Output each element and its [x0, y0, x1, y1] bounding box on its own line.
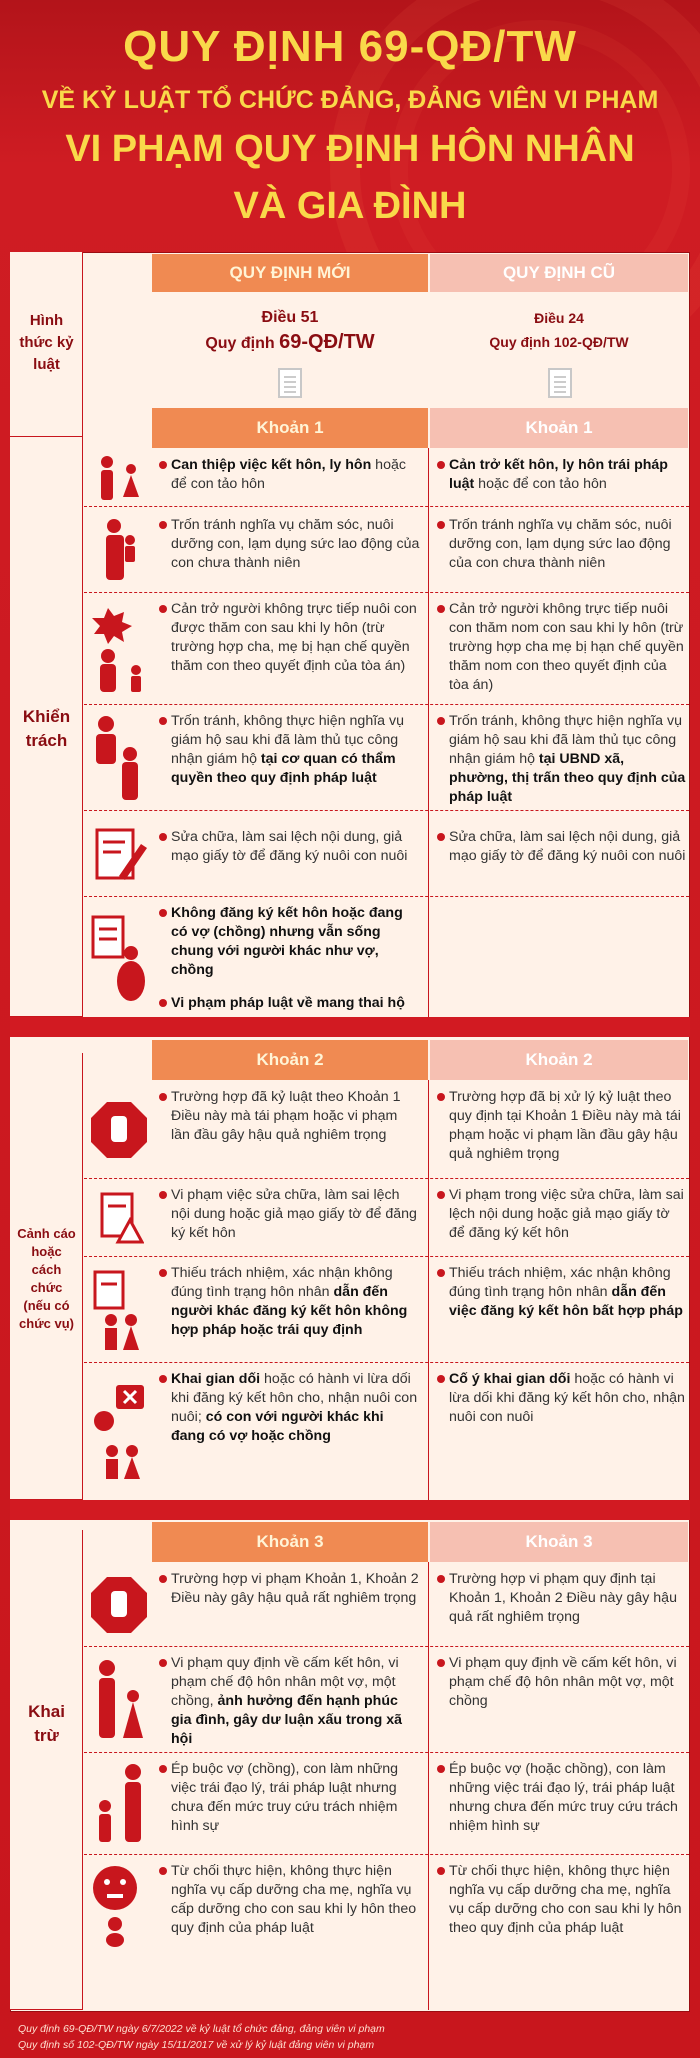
column-divider	[428, 448, 429, 1017]
forcing-icon	[84, 1754, 154, 1854]
row-separator	[84, 1362, 689, 1363]
title-line-4: VÀ GIA ĐÌNH	[233, 185, 467, 227]
s1-r3-new: Cản trở người không trực tiếp nuôi con được thăm con sau khi ly hôn (trừ trường hợp cha, mẹ bị hạn chế quyền thăm con theo quyết định của tòa án)	[158, 600, 420, 676]
s1-r4-new: Trốn tránh, không thực hiện nghĩa vụ giám hộ sau khi đã làm thủ tục công nhận giám hộ tại cơ quan có thẩm quyền theo quy định pháp luật	[158, 712, 420, 788]
document-icon	[278, 368, 302, 398]
s3-r1-old: Trường hợp vi phạm quy định tại Khoản 1, Khoản 2 Điều này gây hậu quả rất nghiêm trọng	[436, 1570, 686, 1627]
family-icon	[84, 450, 154, 506]
old-article: Điều 24 Quy định 102-QĐ/TW	[489, 310, 629, 350]
s1-r6-new: Không đăng ký kết hôn hoặc đang có vợ (chồng) nhưng vẫn sống chung với người khác như vợ, chồng Vi phạm pháp luật về mang thai hộ	[158, 904, 420, 1013]
khoan-2-new: Khoản 2	[152, 1040, 428, 1080]
s1-r1-old: Cản trở kết hôn, ly hôn trái pháp luật hoặc để con tảo hôn	[436, 456, 686, 494]
s3-r4-new: Từ chối thực hiện, không thực hiện nghĩa vụ cấp dưỡng cha mẹ, nghĩa vụ cấp dưỡng cho con sau khi ly hôn theo quy định của pháp luật	[158, 1862, 420, 1938]
new-article: Điều 51 Quy định 69-QĐ/TW	[205, 309, 375, 353]
document-warning-icon	[84, 1180, 154, 1256]
old-reg-code: Quy định 102-QĐ/TW	[489, 334, 629, 350]
label-khai-tru: Khai trừ	[28, 1702, 65, 1745]
khoan-3-old: Khoản 3	[430, 1522, 688, 1562]
left-cell-s3	[10, 1530, 83, 2010]
document-icon	[548, 368, 572, 398]
header	[0, 0, 700, 250]
s2-r3-new: Thiếu trách nhiệm, xác nhận không đúng tình trạng hôn nhân dẫn đến người khác đăng ký kết hôn không hợp pháp hoặc trái quy định	[158, 1264, 420, 1340]
s2-r2-new: Vi phạm việc sửa chữa, làm sai lệch nội dung hoặc giả mạo giấy tờ để đăng ký kết hôn	[158, 1186, 420, 1243]
guardian-icon	[84, 706, 154, 810]
new-reg-code: 69-QĐ/TW	[279, 331, 375, 353]
refusal-icon	[84, 1856, 154, 1956]
s1-r6-new-2: Vi phạm pháp luật về mang thai hộ	[171, 995, 405, 1011]
s1-r5-new: Sửa chữa, làm sai lệch nội dung, giả mạo giấy tờ để đăng ký nuôi con nuôi	[158, 828, 420, 866]
parent-child-icon	[84, 508, 154, 592]
s2-r1-old: Trường hợp đã bị xử lý kỷ luật theo quy định tại Khoản 1 Điều này mà tái phạm hoặc vi phạm lần đầu gây hậu quả nghiêm trọng	[436, 1088, 686, 1164]
new-regulation-header: QUY ĐỊNH MỚI	[152, 254, 428, 292]
couple-checklist-icon	[84, 1258, 154, 1362]
deceit-icon	[84, 1364, 154, 1498]
couple-icon	[84, 1648, 154, 1752]
s2-r4-old: Cố ý khai gian dối hoặc có hành vi lừa dối khi đăng ký kết hôn cho, nhận nuôi con nuôi	[436, 1370, 686, 1427]
section-band	[10, 1500, 690, 1520]
row-separator	[84, 1854, 689, 1855]
s2-r4-new: Khai gian dối hoặc có hành vi lừa dối khi đăng ký kết hôn cho, nhận nuôi con nuôi; có con với người khác khi đang có vợ hoặc chồng	[158, 1370, 420, 1446]
s1-r5-old: Sửa chữa, làm sai lệch nội dung, giả mạo giấy tờ để đăng ký nuôi con nuôi	[436, 828, 686, 866]
s2-r1-new: Trường hợp đã kỷ luật theo Khoản 1 Điều này mà tái phạm hoặc vi phạm lần đầu gây hậu quả nghiêm trọng	[158, 1088, 420, 1145]
row-separator	[84, 810, 689, 811]
column-divider	[428, 1080, 429, 1500]
s1-r4-old: Trốn tránh, không thực hiện nghĩa vụ giám hộ sau khi đã làm thủ tục công nhận giám hộ tại UBND xã, phường, thị trấn theo quy định của pháp luật	[436, 712, 686, 807]
left-spacer	[10, 1520, 83, 1530]
row-separator	[84, 1256, 689, 1257]
row-separator	[84, 704, 689, 705]
stop-hand-icon	[84, 1564, 154, 1646]
row-separator	[84, 506, 689, 507]
section-band	[10, 1017, 690, 1037]
s1-r2-old: Trốn tránh nghĩa vụ chăm sóc, nuôi dưỡng con, lạm dụng sức lao động của con chưa thành niên	[436, 516, 686, 573]
left-spacer	[10, 1037, 83, 1053]
column-divider	[428, 1562, 429, 2010]
s3-r3-old: Ép buộc vợ (hoặc chồng), con làm những việc trái đạo lý, trái pháp luật nhưng chưa đến mức truy cứu trách nhiệm hình sự	[436, 1760, 686, 1836]
title-line-1: QUY ĐỊNH 69-QĐ/TW	[123, 22, 577, 71]
row-separator	[84, 592, 689, 593]
title-line-2: VỀ KỶ LUẬT TỔ CHỨC ĐẢNG, ĐẢNG VIÊN VI PHẠM	[41, 86, 659, 114]
s2-r2-old: Vi phạm trong việc sửa chữa, làm sai lệch nội dung hoặc giả mạo giấy tờ để đăng ký kết hôn	[436, 1186, 686, 1243]
s1-r3-old: Cản trở người không trực tiếp nuôi con thăm nom con sau khi ly hôn (trừ trường hợp cha mẹ bị hạn chế quyền thăm nom con theo quyết định của tòa án)	[436, 600, 686, 695]
s1-r1-new: Can thiệp việc kết hôn, ly hôn hoặc để con tảo hôn	[158, 456, 420, 494]
s3-r2-new: Vi phạm quy định về cấm kết hôn, vi phạm chế độ hôn nhân một vợ, một chồng, ảnh hưởng đến hạnh phúc gia đình, gây dư luận xấu trong xã hội	[158, 1654, 420, 1749]
row-separator	[84, 1178, 689, 1179]
s3-r4-old: Từ chối thực hiện, không thực hiện nghĩa vụ cấp dưỡng cha mẹ, nghĩa vụ cấp dưỡng cho con sau khi ly hôn theo quy định của pháp luật	[436, 1862, 686, 1938]
s1-r2-new: Trốn tránh nghĩa vụ chăm sóc, nuôi dưỡng con, lạm dụng sức lao động của con chưa thành niên	[158, 516, 420, 573]
s3-r1-new: Trường hợp vi phạm Khoản 1, Khoản 2 Điều này gây hậu quả rất nghiêm trọng	[158, 1570, 420, 1608]
label-canh-cao-note: (nếu có chức vụ)	[19, 1298, 74, 1331]
footnote-1: Quy định 69-QĐ/TW ngày 6/7/2022 về kỷ luật tổ chức đảng, đảng viên vi phạm	[18, 2023, 385, 2035]
khoan-3-new: Khoản 3	[152, 1522, 428, 1562]
pencil-document-icon	[84, 812, 154, 896]
discipline-form-label: Hình thức kỷ luật	[19, 312, 74, 373]
row-separator	[84, 1752, 689, 1753]
label-khien-trach: Khiển trách	[22, 707, 71, 750]
old-regulation-header: QUY ĐỊNH CŨ	[430, 254, 688, 292]
stop-hand-icon	[84, 1082, 154, 1178]
s3-r3-new: Ép buộc vợ (chồng), con làm những việc trái đạo lý, trái pháp luật nhưng chưa đến mức truy cứu trách nhiệm hình sự	[158, 1760, 420, 1836]
s2-r3-old: Thiếu trách nhiệm, xác nhận không đúng tình trạng hôn nhân dẫn đến việc đăng ký kết hôn bất hợp pháp	[436, 1264, 686, 1321]
khoan-2-old: Khoản 2	[430, 1040, 688, 1080]
khoan-1-old: Khoản 1	[430, 408, 688, 448]
pregnant-checklist-icon	[84, 898, 154, 1016]
row-separator	[84, 896, 689, 897]
label-canh-cao: Cảnh cáo hoặc cách chức (nếu có chức vụ)	[17, 1226, 76, 1331]
new-reg-prefix: Quy định	[205, 335, 280, 352]
title-line-3: VI PHẠM QUY ĐỊNH HÔN NHÂN	[65, 128, 635, 170]
footnote-2: Quy định số 102-QĐ/TW ngày 15/11/2017 về xử lý kỷ luật đảng viên vi phạm	[18, 2039, 375, 2051]
angry-parent-icon	[84, 594, 154, 704]
khoan-1-new: Khoản 1	[152, 408, 428, 448]
s3-r2-old: Vi phạm quy định về cấm kết hôn, vi phạm chế độ hôn nhân một vợ, một chồng	[436, 1654, 686, 1711]
row-separator	[84, 1646, 689, 1647]
